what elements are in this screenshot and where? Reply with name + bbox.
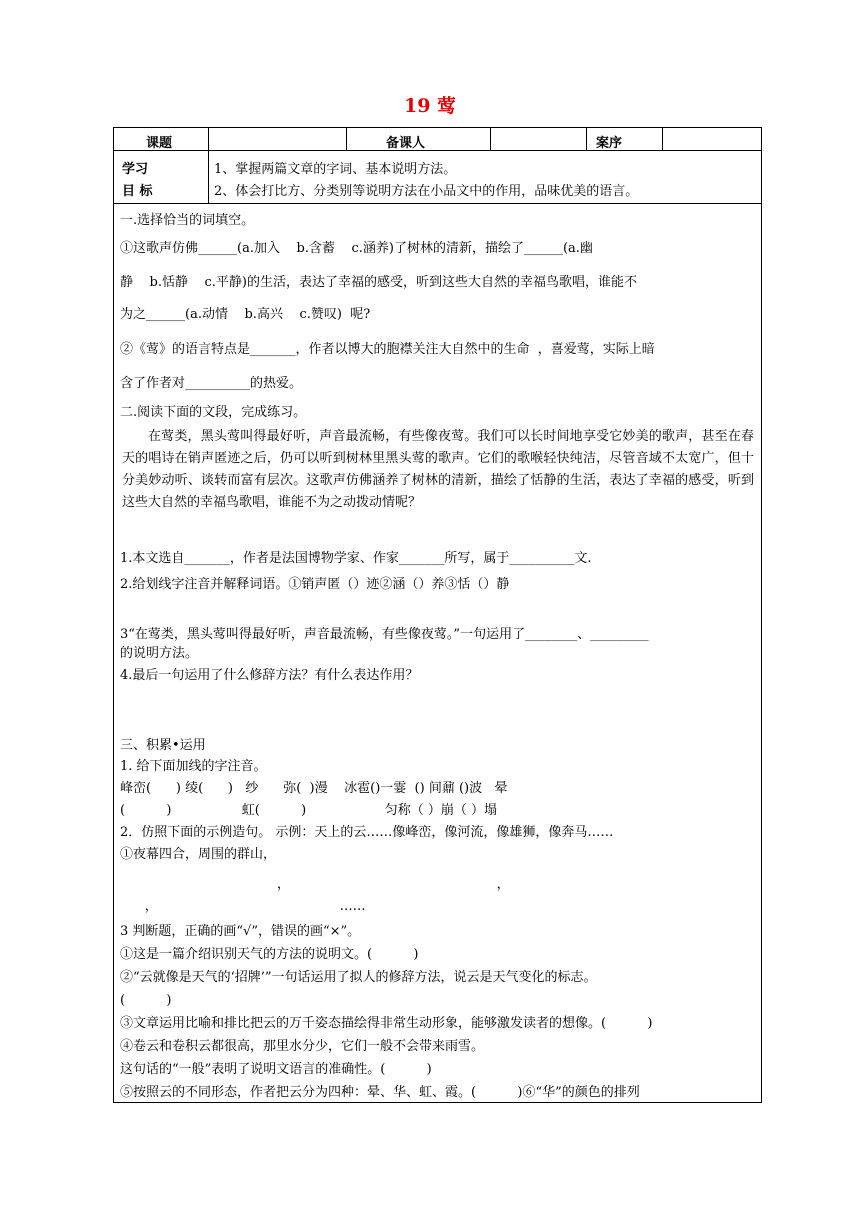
exercise-line: 这句话的“一般”表明了说明文语言的准确性。( ) <box>120 1062 432 1077</box>
objective-item: 1、掌握两篇文章的字词、基本说明方法。 <box>214 162 457 177</box>
col-divider <box>662 128 663 150</box>
row-divider <box>114 203 761 204</box>
exercise-line: 静 b.恬静 c.平静)的生活，表达了幸福的感受，听到这些大自然的幸福鸟歌唱，谁能不 <box>120 275 637 290</box>
exercise-line: ②“云就像是天气的‘招牌’”一句话运用了拟人的修辞方法，说云是天气变化的标志。 <box>120 970 597 985</box>
col-divider <box>346 128 347 150</box>
page-title: 19 莺 <box>403 95 457 117</box>
section-heading: 一.选择恰当的词填空。 <box>120 213 255 228</box>
exercise-line: 含了作者对__________的热爱。 <box>120 376 303 391</box>
exercise-line: ②《莺》的语言特点是_______，作者以博大的胞襟关注大自然中的生命 ，喜爱莺，实际上暗 <box>120 342 655 357</box>
section-heading: 三、积累•运用 <box>120 738 206 753</box>
col-divider <box>586 128 587 150</box>
exercise-line: ①夜幕四合，周围的群山， <box>120 847 277 862</box>
exercise-line: ， …… <box>120 899 366 914</box>
exercise-line: 3 判断题，正确的画“√”，错误的画“×”。 <box>120 924 361 939</box>
objectives-label-2: 目 标 <box>122 184 153 199</box>
exercise-line: ， ， <box>120 877 510 892</box>
question-line: 4.最后一句运用了什么修辞方法？有什么表达作用？ <box>120 668 419 683</box>
section-heading: 二.阅读下面的文段，完成练习。 <box>120 405 307 420</box>
reading-passage: 在莺类，黑头莺叫得最好听，声音最流畅，有些像夜莺。我们可以长时间地享受它妙美的歌声，甚至在春天的唱诗在销声匿迹之后，仍可以听到树林里黑头莺的歌声。它们的歌喉轻快纯洁，尽管音域不太宽广，但十分美妙动听、谈转而富有层次。这歌声仿佛涵养了树林的清新，描绘了恬静的生活，表达了幸福的感受，听到这些大自然的幸福鸟歌唱，谁能不为之动拨动情呢？ <box>122 429 754 510</box>
exercise-line: ①这是一篇介绍识别天气的方法的说明文。( ) <box>120 947 419 962</box>
exercise-line: ③文章运用比喻和排比把云的万千姿态描绘得非常生动形象，能够激发读者的想像。( ) <box>120 1016 653 1031</box>
row-divider <box>114 150 761 151</box>
exercise-line: 为之______(a.动情 b.高兴 c.赞叹) 呢? <box>120 307 371 322</box>
lesson-plan-table <box>113 127 762 1103</box>
objective-item: 2、体会打比方、分类别等说明方法在小品文中的作用，品味优美的语言。 <box>214 184 639 199</box>
question-line: 的说明方法。 <box>120 646 199 661</box>
exercise-line: ( ) <box>120 993 172 1008</box>
col-divider <box>490 128 491 150</box>
topic-label: 课题 <box>146 136 173 151</box>
question-line: 2.给划线字注音并解释词语。①销声匿（）迹②涵（）养③恬（）静 <box>120 577 510 592</box>
exercise-line: ①这歌声仿佛______(a.加入 b.含蓄 c.涵养)了树林的清新，描绘了______(a.幽 <box>120 241 593 256</box>
question-line: 3“在莺类，黑头莺叫得最好听，声音最流畅，有些像夜莺。”一句运用了________、_________ <box>120 627 649 642</box>
exercise-line: ⑤按照云的不同形态，作者把云分为四种：晕、华、虹、霞。( )⑥“华”的颜色的排列 <box>120 1085 640 1100</box>
col-divider <box>208 150 209 203</box>
preparer-label: 备课人 <box>386 136 426 151</box>
objectives-label-1: 学习 <box>122 162 149 177</box>
question-line: 1.本文选自_______，作者是法国博物学家、作家_______所写，属于__________文. <box>120 551 592 566</box>
case-label: 案序 <box>596 136 623 151</box>
col-divider <box>208 128 209 150</box>
exercise-line: 2．仿照下面的示例造句。 示例：天上的云……像峰峦，像河流，像雄狮，像奔马…… <box>120 825 614 840</box>
exercise-line: 1. 给下面加线的字注音。 <box>120 759 267 774</box>
exercise-line: 峰峦( ) 绫( ) 纱 弥( )漫 冰雹()一霎 () 间鼐 ()波 晕 <box>120 781 508 796</box>
exercise-line: ④卷云和卷积云都很高，那里水分少，它们一般不会带来雨雪。 <box>120 1039 485 1054</box>
exercise-line: ( ) 虹( ) 匀称（ ）崩（ ）塌 <box>120 803 497 818</box>
